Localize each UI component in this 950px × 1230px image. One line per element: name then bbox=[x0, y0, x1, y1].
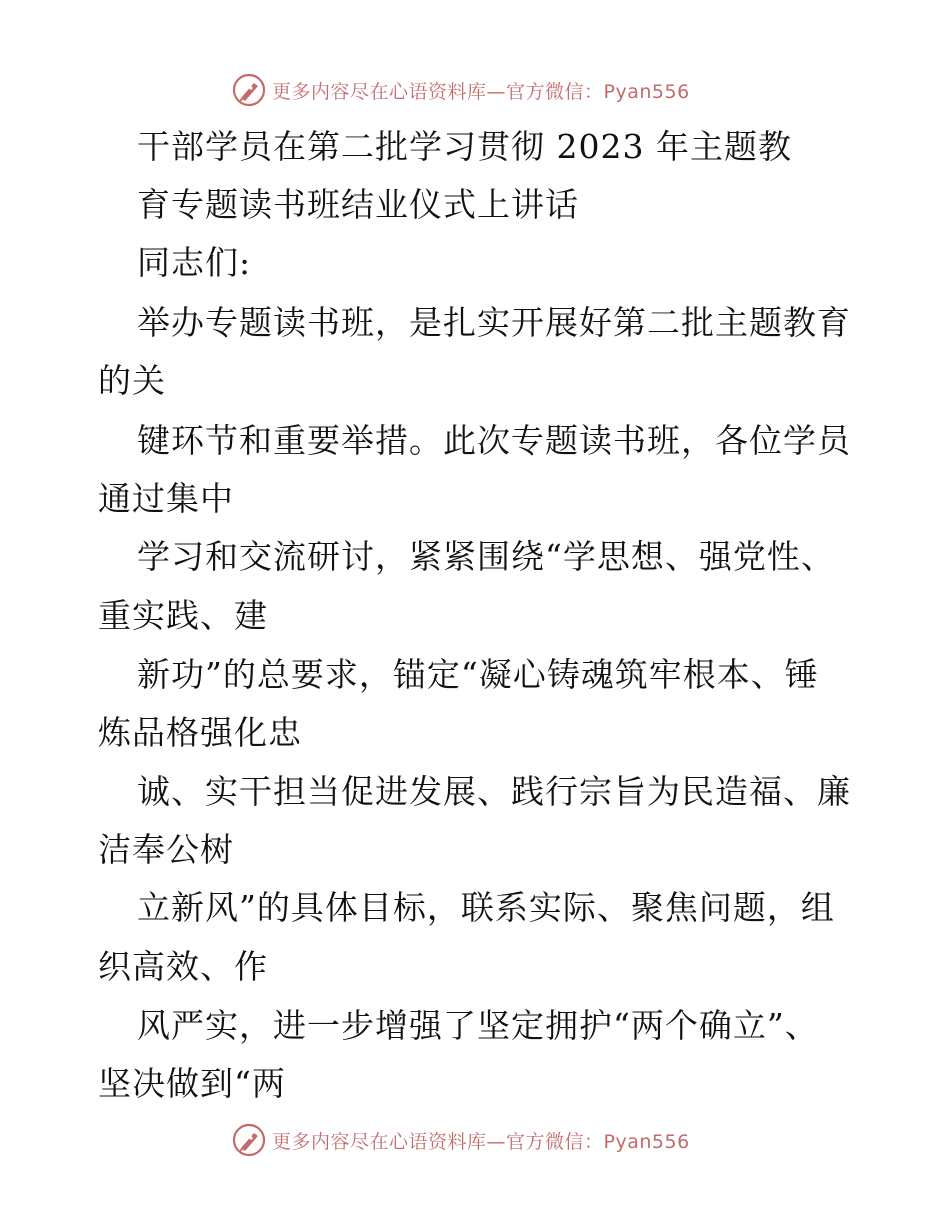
body-line: 坚决做到“两 bbox=[98, 1064, 286, 1103]
header-watermark bbox=[232, 70, 712, 110]
body-line: 织高效、作 bbox=[98, 947, 268, 986]
body-line: 学习和交流研讨，紧紧围绕“学思想、强党性、 bbox=[137, 537, 835, 576]
salutation: 同志们: bbox=[137, 243, 252, 282]
body-line: 通过集中 bbox=[98, 479, 234, 518]
body-line: 键环节和重要举措。此次专题读书班，各位学员 bbox=[137, 421, 851, 460]
watermark-text: 更多内容尽在心语资料库—官方微信：Pyan556 bbox=[272, 1130, 690, 1153]
body-line: 炼品格强化忠 bbox=[98, 713, 302, 752]
body-line: 诚、实干担当促进发展、践行宗旨为民造福、廉 bbox=[137, 772, 851, 811]
body-line: 立新风”的具体目标，联系实际、聚焦问题，组 bbox=[137, 888, 835, 927]
body-line: 风严实，进一步增强了坚定拥护“两个确立”、 bbox=[137, 1006, 819, 1045]
body-line: 的关 bbox=[98, 361, 166, 400]
pen-logo-icon bbox=[232, 1123, 266, 1157]
title-line-2: 育专题读书班结业仪式上讲话 bbox=[137, 185, 579, 224]
body-line: 洁奉公树 bbox=[98, 830, 234, 869]
body-line: 新功”的总要求，锚定“凝心铸魂筑牢根本、锤 bbox=[137, 655, 819, 694]
footer-watermark bbox=[232, 1120, 712, 1160]
pen-logo-icon bbox=[232, 73, 266, 107]
watermark-text: 更多内容尽在心语资料库—官方微信：Pyan556 bbox=[272, 80, 690, 103]
body-line: 重实践、建 bbox=[98, 596, 268, 635]
title-line-1: 干部学员在第二批学习贯彻 2023 年主题教 bbox=[137, 127, 792, 166]
body-line: 举办专题读书班，是扎实开展好第二批主题教育 bbox=[137, 303, 851, 342]
